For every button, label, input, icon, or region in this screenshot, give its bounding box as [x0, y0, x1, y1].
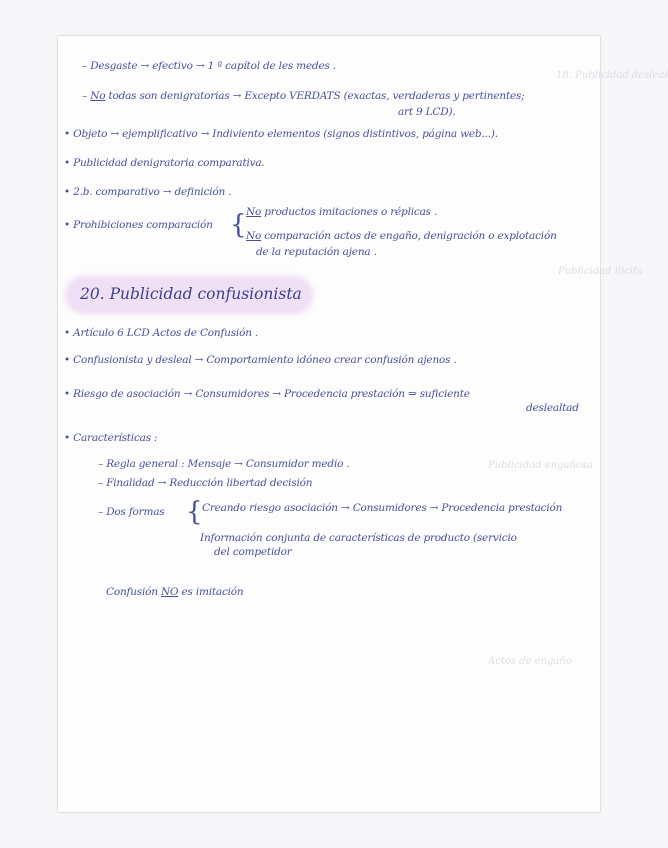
curly-brace: {: [230, 210, 247, 240]
note-line: • Objeto → ejemplificativo → Indiviento elementos (signos distintivos, página web...).: [64, 128, 498, 140]
note-line: – Regla general : Mensaje → Consumidor medio .: [98, 458, 350, 470]
note-line: – Desgaste → efectivo → 1 ª capítol de les medes .: [82, 60, 336, 72]
note-line: • 2.b. comparativo → definición .: [64, 186, 232, 198]
note-line: • Prohibiciones comparación: [64, 219, 213, 231]
section-heading: 20. Publicidad confusionista: [80, 285, 302, 303]
note-line: • Artículo 6 LCD Actos de Confusión .: [64, 327, 259, 339]
note-text: comparación actos de engaño, denigración o explotación: [261, 230, 557, 242]
note-line: [106, 586, 244, 599]
note-text: todas son denigratorias → Excepto VERDATS (exactas, verdaderas y pertinentes;: [105, 90, 525, 102]
note-text: es imitación: [178, 586, 244, 598]
note-line: – Dos formas: [98, 506, 165, 518]
note-line: de la reputación ajena .: [256, 246, 377, 258]
note-line: • Confusionista y desleal → Comportamiento idóneo crear confusión ajenos .: [64, 354, 457, 366]
note-text: Confusión: [106, 586, 161, 598]
note-line: deslealtad: [526, 402, 579, 414]
note-line: • Publicidad denigratoria comparativa.: [64, 157, 265, 169]
note-line: [82, 90, 525, 103]
curly-brace: {: [186, 497, 203, 527]
note-text: –: [82, 90, 91, 102]
note-line: art 9 LCD).: [398, 106, 456, 118]
underlined-word: No: [90, 90, 106, 102]
note-line: Información conjunta de características de producto (servicio: [200, 532, 517, 544]
notebook-page: [58, 36, 668, 812]
bleed-text: Publicidad ilícita: [558, 266, 644, 277]
bleed-text: Actos de engaño: [488, 656, 572, 667]
bleed-text: Publicidad engañosa: [488, 460, 593, 471]
bleed-text: 18. Publicidad desleal: [556, 70, 668, 81]
note-line: • Riesgo de asociación → Consumidores → Procedencia prestación ⇒ suficiente: [64, 388, 470, 400]
note-line: Creando riesgo asociación → Consumidores → Procedencia prestación: [202, 502, 563, 514]
underlined-word: No: [246, 230, 262, 242]
note-text: productos imitaciones o réplicas .: [261, 206, 438, 218]
underlined-word: No: [246, 206, 262, 218]
note-line: [246, 206, 437, 219]
note-line: [246, 230, 557, 243]
underlined-word: NO: [160, 586, 179, 598]
note-line: del competidor: [214, 546, 292, 558]
note-line: • Características :: [64, 432, 158, 444]
note-line: – Finalidad → Reducción libertad decisión: [98, 477, 313, 489]
